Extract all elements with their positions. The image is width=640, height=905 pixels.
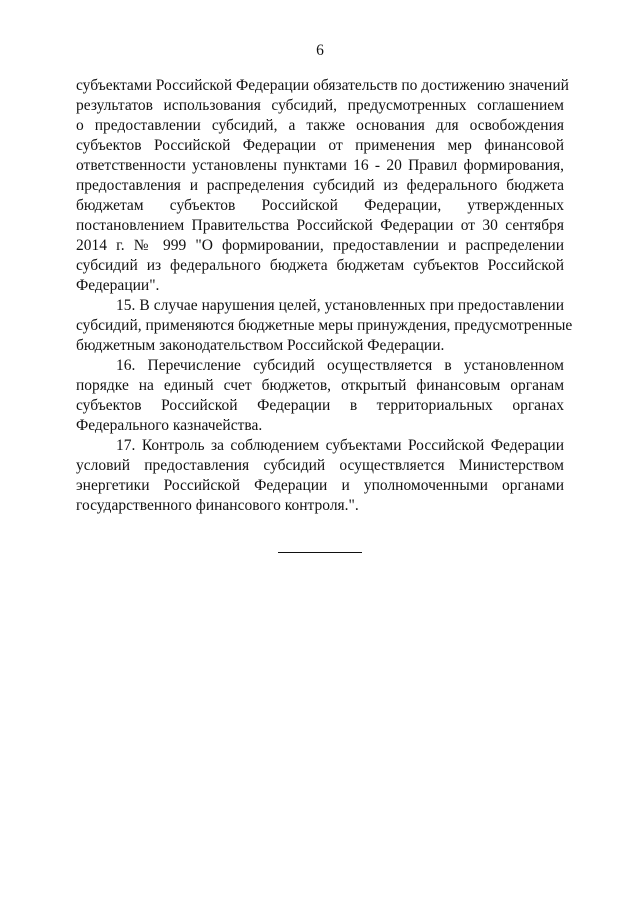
text-line: 16. Перечисление субсидий осуществляется в установленном xyxy=(116,357,564,374)
text-line: постановлением Правительства Российской Федерации от 30 сентября xyxy=(76,217,564,234)
text-line: 15. В случае нарушения целей, установленных при предоставлении xyxy=(116,297,564,314)
paragraph-15 xyxy=(76,296,573,356)
text-line: 17. Контроль за соблюдением субъектами Российской Федерации xyxy=(116,437,564,454)
text-line: бюджетам субъектов Российской Федерации, утвержденных xyxy=(76,197,564,214)
page-number: 6 xyxy=(316,42,324,59)
paragraph-continuation xyxy=(76,76,569,296)
document-body xyxy=(76,76,573,516)
text-line: субсидий из федерального бюджета бюджетам субъектов Российской xyxy=(76,257,564,274)
text-line: результатов использования субсидий, предусмотренных соглашением xyxy=(76,97,564,114)
text-line: субъектами Российской Федерации обязательств по достижению значений xyxy=(76,77,569,94)
paragraph-17 xyxy=(76,436,564,516)
text-line: ответственности установлены пунктами 16 - 20 Правил формирования, xyxy=(76,157,564,174)
text-line: субъектов Российской Федерации от применения мер финансовой xyxy=(76,137,564,154)
text-line: предоставления и распределения субсидий из федерального бюджета xyxy=(76,177,564,194)
text-line: субъектов Российской Федерации в территориальных органах xyxy=(76,397,564,414)
text-line: Федерации". xyxy=(76,277,160,294)
paragraph-16 xyxy=(76,356,564,436)
text-line: энергетики Российской Федерации и уполномоченными органами xyxy=(76,477,564,494)
end-of-document-rule xyxy=(278,552,362,553)
text-line: порядке на единый счет бюджетов, открытый финансовым органам xyxy=(76,377,564,394)
text-line: бюджетным законодательством Российской Федерации. xyxy=(76,337,445,354)
text-line: Федерального казначейства. xyxy=(76,417,263,434)
text-line: государственного финансового контроля.". xyxy=(76,497,359,514)
text-line: условий предоставления субсидий осуществляется Министерством xyxy=(76,457,564,474)
text-line: субсидий, применяются бюджетные меры принуждения, предусмотренные xyxy=(76,317,573,334)
text-line: о предоставлении субсидий, а также основания для освобождения xyxy=(76,117,564,134)
text-line: 2014 г. № 999 "О формировании, предоставлении и распределении xyxy=(76,237,564,254)
